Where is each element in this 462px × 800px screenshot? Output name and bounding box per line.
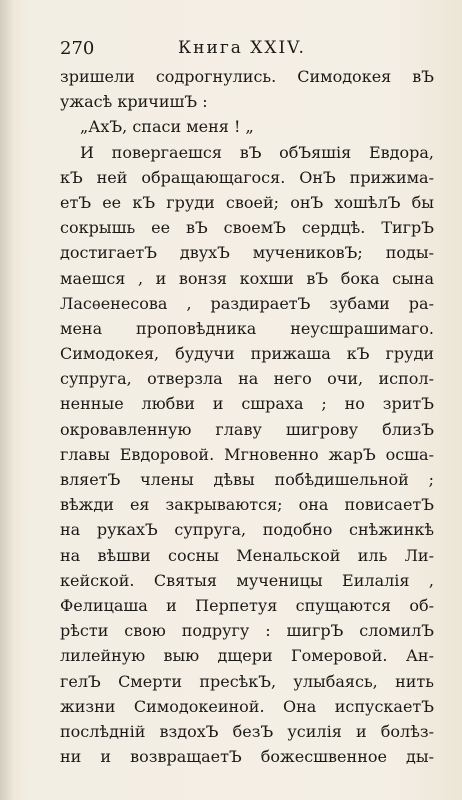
page-number: 270 (60, 38, 95, 59)
text-line: вѣжди ея закрываются; она повисаетЪ (60, 495, 434, 515)
text-line: „АхЪ, спаси меня ! „ (80, 117, 254, 137)
page-header (60, 38, 434, 64)
text-line: ненные любви и сшраха ; но зритЪ (60, 394, 434, 414)
text-line: на вѣшви сосны Менальской иль Ли- (60, 545, 434, 565)
text-line: Симодокея, будучи прижаша кЪ груди (60, 344, 434, 364)
page-gutter-shadow (0, 0, 14, 800)
text-line: на рукахЪ супруга, подобно снѣжинкѣ (60, 520, 434, 540)
text-line: рѣсти свою подругу : шигрЪ сломилЪ (60, 621, 434, 641)
text-line: ужасѣ кричишЪ : (60, 92, 208, 112)
text-line: окровавленную главу шигрову близЪ (60, 419, 434, 439)
text-line: И повергаешся вЪ обЪяшія Евдора, (80, 142, 434, 162)
text-line: Фелицаша и Перпетуя спущаются об- (60, 595, 434, 615)
running-head: Книга XXIV. (178, 38, 306, 58)
text-line: послѣдній вздохЪ безЪ усилія и болѣз- (60, 721, 434, 741)
text-line: мена проповѣдника неусшрашимаго. (60, 318, 434, 338)
text-line: маешся , и вонзя кохши вЪ бока сына (60, 268, 434, 288)
text-line: вляетЪ члены дѣвы побѣдишельной ; (60, 470, 434, 489)
text-line: гелЪ Смерти пресѣкЪ, улыбаясь, нить (60, 671, 434, 691)
body-text (60, 64, 434, 769)
text-line: кЪ ней обращающагося. ОнЪ прижима- (60, 167, 434, 187)
text-line: кейской. Святыя мученицы Еилалія , (60, 570, 434, 590)
text-line: ни и возвращаетЪ божесшвенное ды- (60, 747, 434, 767)
text-line: жизни Симодокеиной. Она испускаетЪ (60, 696, 434, 716)
text-line: супруга, отверзла на него очи, испол- (60, 369, 434, 389)
text-line: главы Евдоровой. Мгновенно жарЪ осша- (60, 444, 434, 464)
text-line: достигаетЪ двухЪ мучениковЪ; поды- (60, 243, 434, 263)
text-line: зришели содрогнулись. Симодокея вЪ (60, 67, 434, 86)
text-line: сокрышь ее вЪ своемЪ сердцѣ. ТигрЪ (60, 218, 434, 238)
text-line: Ласѳенесова , раздираетЪ зубами ра- (60, 293, 434, 313)
text-line: етЪ ее кЪ груди своей; онЪ хошѣлЪ бы (60, 192, 434, 212)
text-line: лилейную выю дщери Гомеровой. Ан- (60, 646, 434, 666)
